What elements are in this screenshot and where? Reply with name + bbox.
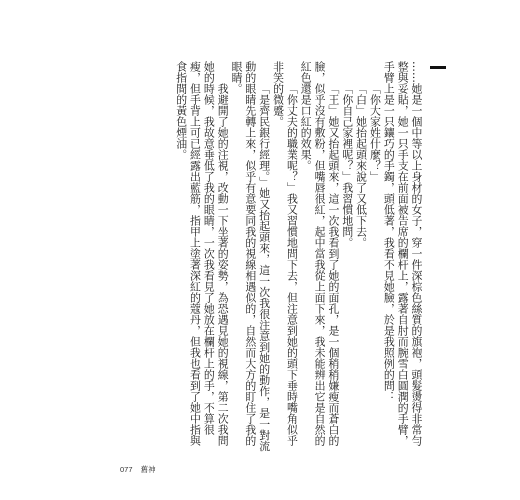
vertical-body-text <box>118 61 423 453</box>
paragraph: 「是齊民銀行經理。」她又抬起頭來，這一次我很注意到她的動作，是一對流動的眼睛先轉上來，似乎有意要同我的視線相遇似的，自然而大方的盯住了我的眼睛。 <box>230 61 271 452</box>
book-title: 舊神 <box>140 465 156 474</box>
paragraph: ……她是一個中等以上身材的女子，穿一件深棕色絲質的旗袍，頭髮燙得非常勻整與妥貼，她一只手支在前面被告席的欄杆上，露著自肘而腕雪白圓潤的手臂，手臂上是一只鑲巧的手鐲，頭低著，我看不見她臉，於是我照例的問： <box>382 61 423 446</box>
paragraph: 「你大家姓什麼？」 <box>368 82 382 182</box>
section-number-mark <box>430 66 446 69</box>
paragraph: 「白」她抬起頭來說了又低下去。 <box>354 82 368 248</box>
paragraph: 「你自己家裡呢？」我習慣地問。 <box>340 82 354 248</box>
page-footer <box>120 464 156 475</box>
page-number: 077 <box>120 465 133 474</box>
paragraph: 「王」她又抬起頭來，這一次我看到了她的面孔，是一個稍稍嫌瘦而蒼白的臉，似乎沒有敷粉，但嘴唇很紅，起中當我從上面下來，我未能辨出它是自然的紅色還是口紅的效果。 <box>299 61 340 446</box>
paragraph: 「你丈夫的職業呢？」我又習慣地問下去，但注意到她的頭下垂時嘴角似乎非笑的微蹙。 <box>271 61 299 446</box>
paragraph: 我避開了她的注視，改動一下坐著的姿勢，為恐遇見她的視線，第二次我問她的時候，我故意垂低了我的眼睛，一次我看見了她放在欄杆上的手，不算很瘦，但手背上可已經露出藍筋，指甲上塗著深紅的蔻丹，但我也看到了她中指與食指間的黃色煙油。 <box>174 61 230 446</box>
